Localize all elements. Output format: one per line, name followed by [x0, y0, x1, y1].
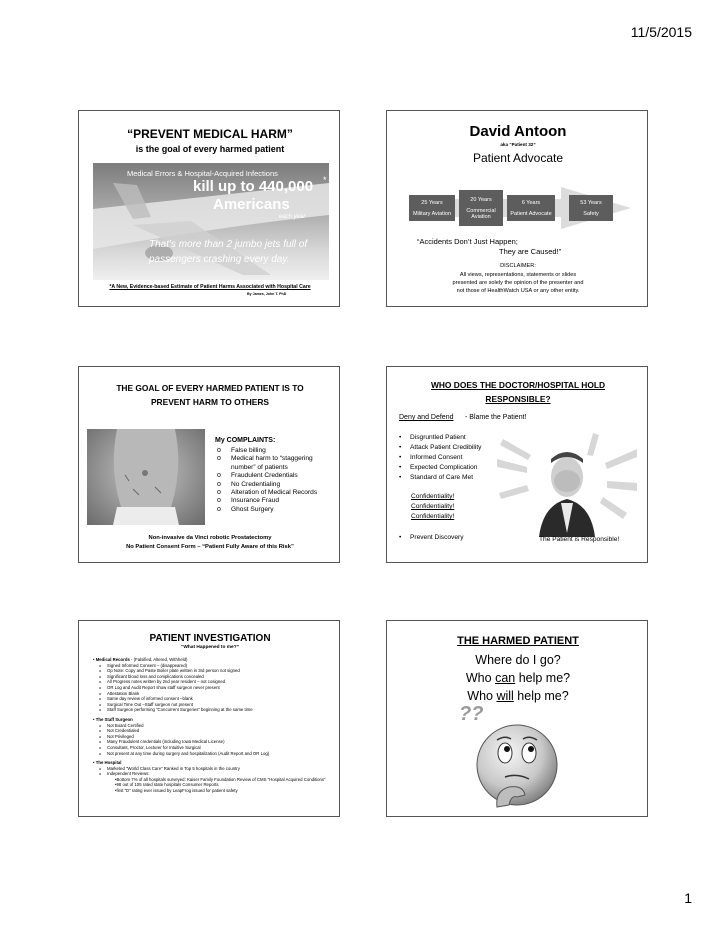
medical-records-item: o Staff Surgeon performing “Concurrent Surgeries” beginning at the same time — [99, 707, 333, 713]
confidentiality-3: Confidentiality! — [411, 513, 455, 520]
hospital-item: o Marketed “World Class Care” Ranked in Top 5 hospitals in the country — [99, 766, 333, 772]
who-will-emphasis: will — [496, 689, 514, 703]
staff-surgeon-item: o Not present at any time during surgery and hospitalization (Audit Report and OR Log) — [99, 751, 333, 757]
medical-records-item: o All Progress notes written by 2nd year resident – not cosigned — [99, 679, 333, 685]
defense-tactic-item: • Attack Patient Credibility — [399, 443, 519, 453]
who-can-suffix: help me? — [515, 671, 571, 685]
timeline-advocate-years: 6 Years — [521, 199, 541, 206]
image-text-line6: passengers crashing every day. — [149, 254, 290, 265]
staff-surgeon-item: o Not Privileged — [99, 734, 333, 740]
complaint-item: o False billing — [217, 447, 333, 455]
review-item: •98 out of 105 rated state hospitals Consumer Reports — [115, 782, 219, 788]
defense-tactic-item: • Expected Complication — [399, 463, 519, 473]
quote-line1: “Accidents Don’t Just Happen; — [417, 237, 518, 246]
hospital-list — [99, 766, 333, 777]
image-text-line4: each year — [279, 214, 306, 220]
staff-surgeon-item: o Not Board Certified — [99, 723, 333, 729]
timeline-advocate — [507, 187, 555, 229]
slide4-title-line1: WHO DOES THE DOCTOR/HOSPITAL HOLD — [430, 380, 606, 390]
staff-surgeon-item: o Not Credentialed — [99, 728, 333, 734]
thinking-face-icon — [467, 713, 567, 813]
hospital-title: The Hospital — [95, 760, 122, 766]
timeline-commercial-years: 20 Years — [470, 196, 492, 203]
complaint-item: o Ghost Surgery — [217, 506, 333, 514]
prevent-discovery: • Prevent Discovery — [399, 534, 464, 541]
slide6-title: THE HARMED PATIENT — [457, 635, 579, 647]
defense-tactic-item: • Standard of Care Met — [399, 473, 519, 483]
complaint-item: o No Credentialing — [217, 481, 333, 489]
timeline-safety — [569, 187, 613, 229]
staff-surgeon-heading: • The Staff Surgeon — [93, 716, 133, 722]
hospital-item: o Independent Reviews: — [99, 771, 333, 777]
slide4-title-line2: RESPONSIBLE? — [485, 394, 551, 404]
slide1-footnote: *A New, Evidence-based Estimate of Patient Harms Associated with Hospital Care — [109, 284, 311, 290]
patient-abdomen-photo — [87, 429, 205, 525]
slide3-caption1: Non-invasive da Vinci robotic Prostatectomy — [148, 535, 272, 541]
timeline-military-label: Military Aviation — [412, 210, 452, 217]
medical-records-item: o Same day review of informed consent –blank — [99, 696, 333, 702]
slide-the-harmed-patient — [386, 620, 648, 817]
image-text-line1: Medical Errors & Hospital-Acquired Infections — [127, 169, 278, 178]
confidentiality-1: Confidentiality! — [411, 493, 455, 500]
image-text-line5: That's more than 2 jumbo jets full of — [149, 239, 308, 250]
slide3-caption2: No Patient Consent Form – “Patient Fully Aware of this Risk” — [126, 544, 294, 550]
staff-surgeon-list — [99, 723, 333, 757]
who-will-help-me — [387, 689, 648, 703]
slide-who-does-doctor-hold-responsible — [386, 366, 648, 563]
slide-prevent-medical-harm — [78, 110, 340, 307]
presenter-name: David Antoon — [469, 123, 567, 140]
slide1-title: “PREVENT MEDICAL HARM” — [127, 127, 293, 141]
timeline-safety-years: 53 Years — [580, 199, 602, 206]
disclaimer-line2: presented are solely the opinion of the presenter and — [452, 280, 584, 286]
slide-goal-of-every-harmed-patient — [78, 366, 340, 563]
medical-records-item: o Surgical Time Out –Staff surgeon not present — [99, 702, 333, 708]
who-will-suffix: help me? — [513, 689, 569, 703]
complaints-title: My COMPLAINTS: — [215, 437, 276, 444]
medical-records-item: o OR Log and Audit Report show staff surgeon never present — [99, 685, 333, 691]
prevent-discovery-list — [399, 534, 464, 541]
defense-tactic-item: • Disgruntled Patient — [399, 433, 519, 443]
who-can-emphasis: can — [495, 671, 516, 685]
airplane-image — [93, 163, 329, 280]
timeline-safety-label: Safety — [583, 210, 599, 217]
disclaimer-title: DISCLAIMER: — [500, 263, 536, 269]
quote-line2: They are Caused!” — [499, 247, 562, 256]
review-item: •first “D” rating ever issued by LeapFrog issued for patient safety — [115, 788, 238, 794]
medical-records-item: o Op Note: Copy and Paste Boiler plate written in 3rd person not signed — [99, 668, 333, 674]
page-number: 1 — [684, 890, 692, 906]
review-item: •Bottom 7% of all hospitals surveyed: Kaiser Family Foundation Review of CMS “Hospital Acquired Conditions” — [115, 776, 326, 782]
complaints-list — [217, 447, 333, 514]
pointing-fingers-image — [497, 433, 637, 537]
complaint-item: o Fraudulent Credentials — [217, 472, 333, 480]
timeline-advocate-label: Patient Advocate — [510, 210, 552, 217]
pointing-fingers-icon — [497, 433, 637, 537]
timeline-military — [409, 187, 455, 229]
patient-is-responsible-caption: The Patient is Responsible! — [539, 536, 620, 543]
medical-records-item: o Signed Informed Consent – (disappeared) — [99, 663, 333, 669]
timeline-commercial-label: Commercial Aviation — [466, 207, 496, 220]
where-do-i-go: Where do I go? — [475, 653, 561, 667]
presenter-aka: aka “Patient 32” — [500, 142, 536, 147]
experience-timeline — [409, 187, 631, 229]
complaint-item: o Alteration of Medical Records — [217, 489, 333, 497]
timeline-military-years: 25 Years — [421, 199, 443, 206]
image-text-line3: Americans — [213, 196, 290, 213]
medical-records-heading: • Medical Records - (Falsified, Altered, Withheld) — [93, 657, 188, 662]
page-date: 11/5/2015 — [630, 24, 692, 40]
slide3-title-line2: PREVENT HARM TO OTHERS — [150, 397, 270, 407]
image-text-line2: kill up to 440,000 — [193, 178, 314, 195]
who-will-prefix: Who — [467, 689, 497, 703]
slide1-subtitle: is the goal of every harmed patient — [135, 144, 285, 154]
complaint-item: o Insurance Fraud — [217, 497, 333, 505]
confidentiality-2: Confidentiality! — [411, 503, 455, 510]
medical-records-item: o Significant blood loss and complications concealed — [99, 674, 333, 680]
who-can-help-me — [387, 671, 648, 685]
image-asterisk: * — [323, 175, 327, 185]
question-marks: ?? — [459, 703, 484, 725]
investigation-details — [93, 657, 333, 794]
hospital-heading: • The Hospital — [93, 760, 122, 766]
who-can-prefix: Who — [465, 671, 496, 685]
timeline-commercial — [459, 187, 503, 229]
medical-records-note: - (Falsified, Altered, Withheld) — [129, 657, 188, 662]
slide3-title-line1: THE GOAL OF EVERY HARMED PATIENT IS TO — [116, 383, 304, 393]
defense-tactic-item: • Informed Consent — [399, 453, 519, 463]
slide1-footnote-author: By James, John T. PhD — [247, 292, 287, 296]
medical-records-title: Medical Records — [95, 657, 130, 662]
presenter-role: Patient Advocate — [472, 151, 564, 165]
slide-patient-investigation — [78, 620, 340, 817]
medical-records-item: o Attestation Blank — [99, 691, 333, 697]
slide5-subtitle: “What Happened to me?” — [180, 645, 240, 650]
staff-surgeon-item: o Many Fraudulent credentials (including Iowa Medical License) — [99, 739, 333, 745]
slide5-title: PATIENT INVESTIGATION — [149, 633, 271, 644]
torso-icon — [87, 429, 205, 525]
staff-surgeon-item: o Consultant, Proctor, Lecturer for Intuitive Surgical — [99, 745, 333, 751]
slide-david-antoon — [386, 110, 648, 307]
blame-the-patient: - Blame the Patient! — [465, 414, 527, 421]
disclaimer-line1: All views, representations, statements or slides — [459, 272, 577, 278]
disclaimer-line3: not those of HealthWatch USA or any other entity. — [456, 288, 580, 294]
medical-records-list — [99, 663, 333, 713]
independent-reviews — [115, 777, 333, 794]
staff-surgeon-title: The Staff Surgeon — [95, 716, 133, 722]
complaint-item: o Medical harm to “staggering number” of patients — [217, 455, 333, 472]
deny-and-defend: Deny and Defend — [399, 414, 454, 421]
